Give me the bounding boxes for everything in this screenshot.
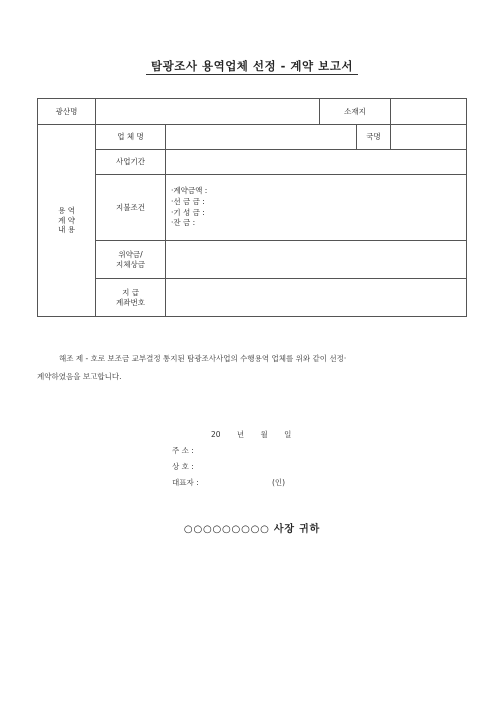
penalty-label-line: 지체상금 [116,259,145,269]
representative-line [172,477,286,488]
penalty-label-line: 위약금/ [118,250,143,260]
account-field[interactable] [166,279,467,317]
service-contract-label-line: 용 역 [58,206,75,216]
address-label: 주 소 : [172,446,194,455]
period-field[interactable] [166,150,467,175]
addressee: ○○○○○○○○○ 사장 귀하 [183,524,321,535]
penalty-field[interactable] [166,241,467,279]
date-line: 20 년 월 일 [211,430,292,439]
company-label: 업 체 명 [96,125,166,150]
company-field[interactable] [166,125,357,150]
row-penalty [38,241,467,279]
row-account [38,279,467,317]
account-label [96,279,166,317]
payment-field[interactable] [166,175,467,241]
row-mine [38,99,467,125]
company-name-line [172,461,194,472]
company-name-label: 상 호 : [172,462,194,471]
report-body-line2: 계약하였음을 보고합니다. [37,372,122,381]
location-field[interactable] [391,99,467,125]
address-line [172,445,194,456]
service-contract-label [38,125,96,317]
balance-payment-line: ·잔 금 : [171,218,196,228]
report-form-table [37,98,467,317]
row-company [38,125,467,150]
document-title: 탐광조사 용역업체 선정 - 계약 보고서 [151,59,353,73]
penalty-label [96,241,166,279]
contract-amount-line: ·계약금액 : [171,185,208,195]
mine-name-field[interactable] [96,99,320,125]
period-label: 사업기간 [96,150,166,175]
progress-payment-line: ·기 성 금 : [171,207,205,217]
nationality-label: 국명 [357,125,391,150]
report-body-line1: 해조 제 - 호로 보조금 교부결정 통지된 탐광조사사업의 수행용역 업체를 위와 같이 선정· [59,354,347,363]
service-contract-label-line: 계 약 [58,215,75,225]
service-contract-label-line: 내 용 [58,225,75,235]
seal-mark: (인) [272,478,286,487]
report-body [37,350,467,386]
row-payment [38,175,467,241]
row-period [38,150,467,175]
payment-label: 지불조건 [96,175,166,241]
advance-payment-line: ·선 금 금 : [171,196,205,206]
representative-label: 대표자 : [172,478,199,487]
nationality-field[interactable] [391,125,467,150]
title-underline [146,74,358,75]
account-label-line: 지 급 [122,288,139,298]
account-label-line: 계좌번호 [116,297,145,307]
location-label: 소재지 [320,99,391,125]
mine-name-label: 광산명 [38,99,96,125]
